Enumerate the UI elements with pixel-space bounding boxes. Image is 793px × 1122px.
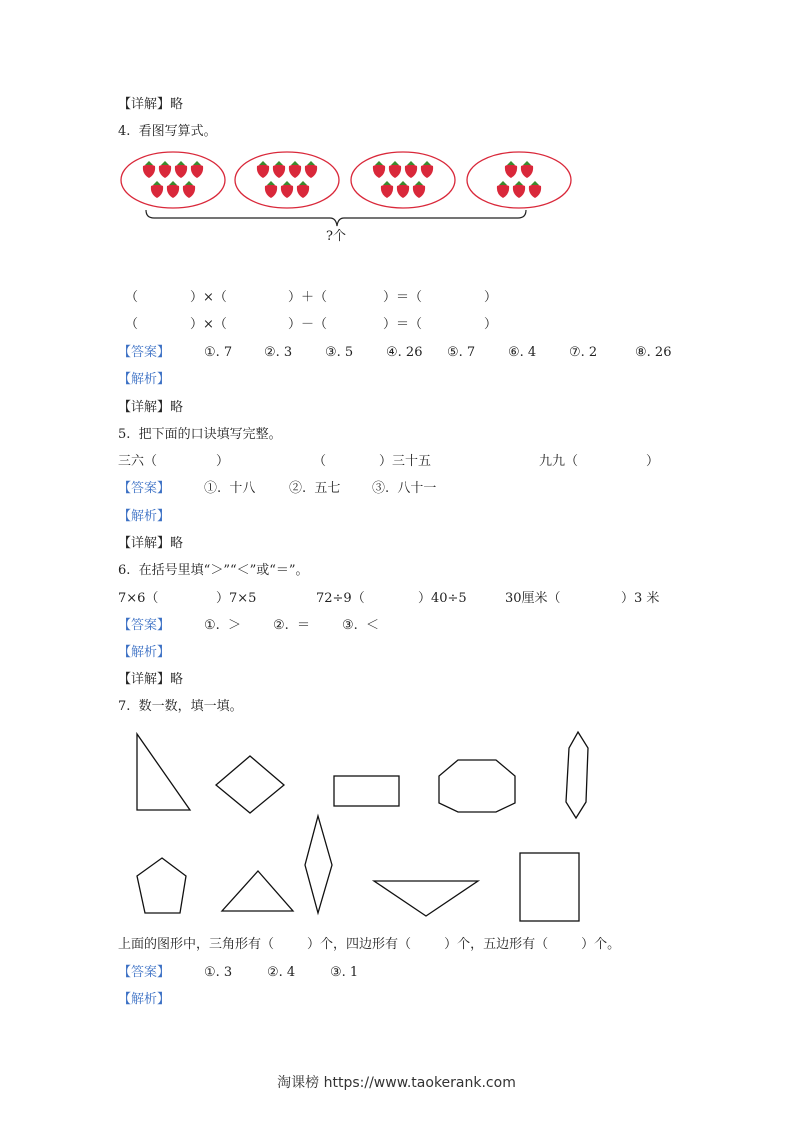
answer-item: ①. 十八 <box>204 481 256 496</box>
strawberry-icon <box>373 161 385 178</box>
strawberry-icon <box>497 181 509 198</box>
blank-8[interactable]: ） <box>484 317 498 332</box>
q6-c3-pre: 30厘米（ <box>505 591 561 606</box>
q6-c1-pre: 7×6（ <box>118 591 159 606</box>
curly-brace <box>146 210 526 226</box>
strawberry-icon <box>397 181 409 198</box>
answer-item: ⑧. 26 <box>635 345 672 360</box>
answer-item: ③. 八十一 <box>372 481 437 496</box>
strawberry-icon <box>257 161 269 178</box>
answer-item: ②. 五七 <box>289 481 341 496</box>
strawberry-icon <box>513 181 525 198</box>
q6-c2-pre: 72÷9（ <box>316 591 365 606</box>
blank-6[interactable]: ）－（ <box>288 317 328 332</box>
q5-item3-blank[interactable]: ） <box>646 454 660 469</box>
strawberry-icon <box>183 181 195 198</box>
q5-analysis-tag: 【解析】 <box>118 509 171 524</box>
q7-title: 7. 数一数，填一填。 <box>118 699 243 714</box>
answer-tag: 【答案】 <box>118 618 171 633</box>
answer-tag: 【答案】 <box>118 345 171 360</box>
tall-rhombus-shape <box>305 816 332 913</box>
answer-item: ①. 3 <box>204 965 233 980</box>
q6-c3-blank[interactable]: ）3 米 <box>621 591 660 606</box>
q6-analysis-tag: 【解析】 <box>118 645 171 660</box>
diamond-shape <box>216 756 284 813</box>
q6-title: 6. 在括号里填“＞”“＜”或“＝”。 <box>118 563 309 578</box>
strawberry-icon <box>265 181 277 198</box>
q5-item1-blank[interactable]: ） <box>216 454 230 469</box>
answer-item: ②. ＝ <box>273 618 311 633</box>
strawberry-group-2 <box>235 152 339 208</box>
answer-item: ③. 1 <box>330 965 359 980</box>
answer-item: ③. 5 <box>325 345 354 360</box>
strawberry-icon <box>175 161 187 178</box>
answer-item: ⑦. 2 <box>569 345 598 360</box>
strawberry-icon <box>281 181 293 198</box>
answer-item: ①. 7 <box>204 345 233 360</box>
q5-title: 5. 把下面的口诀填写完整。 <box>118 427 282 442</box>
strawberry-icon <box>381 181 393 198</box>
narrow-hexagon-shape <box>566 732 588 818</box>
paren: （ <box>125 317 139 332</box>
blank-5[interactable]: ）×（ <box>190 317 227 332</box>
strawberry-icon <box>167 181 179 198</box>
answer-item: ⑥. 4 <box>508 345 537 360</box>
octagon-shape <box>439 760 515 812</box>
answer-item: ③. ＜ <box>342 618 380 633</box>
strawberry-icon <box>413 181 425 198</box>
footer-watermark: 淘课榜 https://www.taokerank.com <box>277 1075 516 1091</box>
answer-item: ④. 26 <box>386 345 423 360</box>
strawberry-icon <box>297 181 309 198</box>
q5-item3-pre: 九九（ <box>539 454 579 469</box>
blank-7[interactable]: ）＝（ <box>383 317 423 332</box>
blank-2[interactable]: ）＋（ <box>288 290 328 305</box>
q5-item2-pre: （ <box>313 454 327 469</box>
strawberry-icon <box>389 161 401 178</box>
blank-3[interactable]: ）＝（ <box>383 290 423 305</box>
answer-item: ①. ＞ <box>204 618 242 633</box>
q4-title: 4. 看图写算式。 <box>118 124 217 139</box>
q7-sentence: 上面的图形中，三角形有（ ）个，四边形有（ ）个，五边形有（ ）个。 <box>118 937 621 952</box>
blank-4[interactable]: ） <box>484 290 498 305</box>
square-shape <box>520 853 579 921</box>
strawberry-icon <box>529 181 541 198</box>
answer-item: ⑤. 7 <box>447 345 476 360</box>
strawberry-icon <box>505 161 517 178</box>
strawberry-icon <box>273 161 285 178</box>
answer-tag: 【答案】 <box>118 481 171 496</box>
answer-item: ②. 3 <box>264 345 293 360</box>
rectangle-shape <box>334 776 399 806</box>
q5-item1-pre: 三六（ <box>118 454 158 469</box>
q5-item2-blank[interactable]: ）三十五 <box>379 454 432 469</box>
q3-detail: 【详解】略 <box>118 97 184 112</box>
strawberry-icon <box>151 181 163 198</box>
strawberry-icon <box>143 161 155 178</box>
answer-tag: 【答案】 <box>118 965 171 980</box>
strawberry-group-4 <box>467 152 571 208</box>
strawberry-group-1 <box>121 152 225 208</box>
right-triangle-shape <box>137 734 190 810</box>
strawberry-icon <box>191 161 203 178</box>
q4-analysis-tag: 【解析】 <box>118 372 171 387</box>
q4-detail: 【详解】略 <box>118 400 184 415</box>
answer-item: ②. 4 <box>267 965 296 980</box>
strawberry-icon <box>405 161 417 178</box>
q6-c2-blank[interactable]: ）40÷5 <box>418 591 467 606</box>
paren: （ <box>125 290 139 305</box>
q6-c1-blank[interactable]: ）7×5 <box>216 591 257 606</box>
blank-1[interactable]: ）×（ <box>190 290 227 305</box>
inverted-triangle-shape <box>374 881 478 916</box>
strawberry-icon <box>421 161 433 178</box>
q7-analysis-tag: 【解析】 <box>118 992 171 1007</box>
strawberry-icon <box>521 161 533 178</box>
strawberries <box>143 161 541 198</box>
triangle-shape <box>222 871 293 911</box>
strawberry-icon <box>159 161 171 178</box>
strawberry-icon <box>289 161 301 178</box>
q5-detail: 【详解】略 <box>118 536 184 551</box>
brace-label: ?个 <box>326 229 346 244</box>
pentagon-shape <box>137 858 186 913</box>
strawberry-group-3 <box>351 152 455 208</box>
q6-detail: 【详解】略 <box>118 672 184 687</box>
strawberry-icon <box>305 161 317 178</box>
